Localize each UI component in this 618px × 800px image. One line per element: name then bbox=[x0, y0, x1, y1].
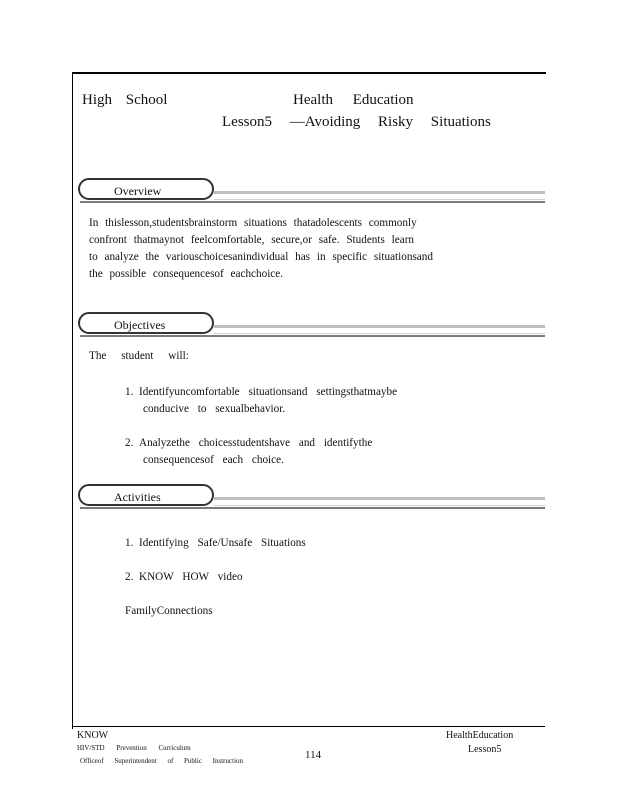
activity-item bbox=[125, 571, 243, 583]
objectives-section-tab: Objectives bbox=[78, 312, 214, 334]
header-subject: Health Education bbox=[293, 92, 414, 108]
footer-lesson: Lesson5 bbox=[468, 744, 502, 755]
activity-number: 1. bbox=[125, 537, 134, 549]
activity-number: 2. bbox=[125, 571, 134, 583]
activity-item bbox=[125, 537, 306, 549]
objective-text-line1: Analyzethe choicesstudentshave and identifythe bbox=[139, 437, 373, 449]
overview-line: confront thatmaynot feelcomfortable, secure,or safe. Students learn bbox=[89, 234, 415, 246]
objective-text-line2: consequencesof each choice. bbox=[143, 454, 284, 466]
objective-text-line2: conducive to sexualbehavior. bbox=[143, 403, 286, 415]
objective-text-line1: Identifyuncomfortable situationsand settingsthatmaybe bbox=[139, 386, 398, 398]
objective-item bbox=[125, 435, 465, 469]
header-school-level: High School bbox=[82, 92, 168, 108]
objectives-lead: The student will: bbox=[89, 350, 189, 362]
footer-subject: HealthEducation bbox=[446, 730, 514, 741]
objectives-section-rule bbox=[214, 325, 545, 334]
header-lesson-title: Lesson5 —Avoiding Risky Situations bbox=[222, 114, 491, 130]
footer-curriculum: HIV/STD Prevention Curriculum bbox=[77, 744, 191, 752]
activity-text: Identifying Safe/Unsafe Situations bbox=[139, 537, 306, 549]
footer-program-name: KNOW bbox=[77, 730, 109, 741]
overview-line: to analyze the variouschoicesanindividual has in specific situationsand bbox=[89, 251, 433, 263]
objective-number: 2. bbox=[125, 437, 134, 449]
activity-text: KNOW HOW video bbox=[139, 571, 243, 583]
overview-line: the possible consequencesof eachchoice. bbox=[89, 268, 284, 280]
overview-section-tab: Overview bbox=[78, 178, 214, 200]
overview-line: In thislesson,studentsbrainstorm situations thatadolescents commonly bbox=[89, 217, 417, 229]
overview-paragraph bbox=[89, 215, 501, 283]
footer-office: Officeof Superintendent of Public Instruction bbox=[80, 757, 244, 765]
overview-section-rule bbox=[214, 191, 545, 200]
activities-section-tab: Activities bbox=[78, 484, 214, 506]
activities-section-rule bbox=[214, 497, 545, 506]
page-number: 114 bbox=[305, 749, 322, 761]
footer-rule bbox=[72, 726, 545, 727]
activity-extra: FamilyConnections bbox=[125, 605, 213, 617]
objective-number: 1. bbox=[125, 386, 134, 398]
objective-item bbox=[125, 384, 465, 418]
